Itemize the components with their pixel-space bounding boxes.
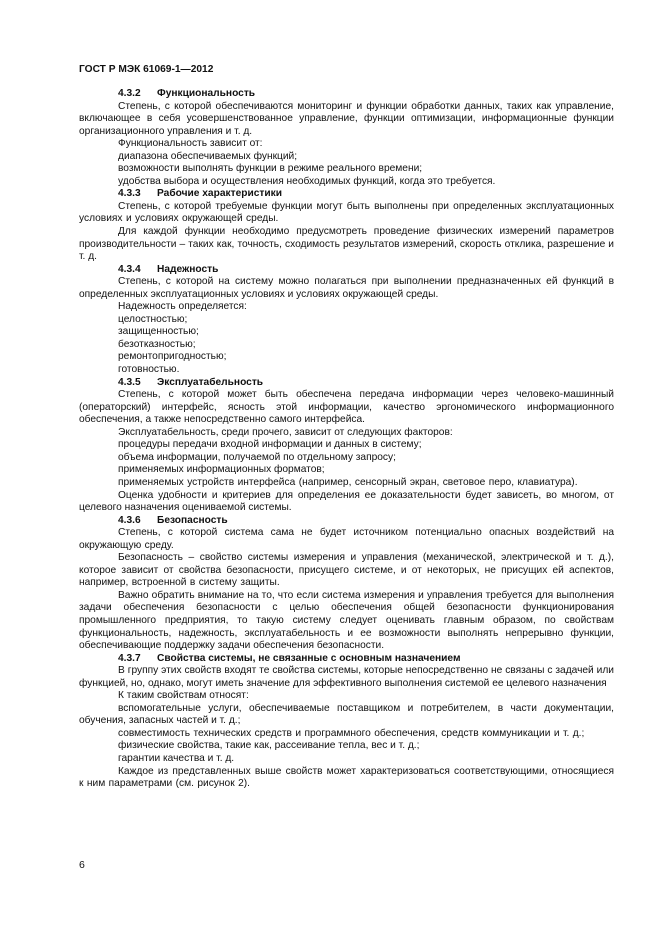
paragraph: Безопасность – свойство системы измерения и управления (механической, электрической и т. д.), которое зависит от свойства безопасности, присущего системе, и от некоторых, не присущих ей аспектов, например, встроенной в систему защиты. bbox=[79, 552, 614, 589]
paragraph: Степень, с которой на систему можно полагаться при выполнении предназначенных ей функций в определенных эксплуатационных условиях и условиях окружающей среды. bbox=[79, 276, 614, 300]
list-item: вспомогательные услуги, обеспечиваемые поставщиком и потребителем, в части документации, обучения, запасных частей и т. д.; bbox=[79, 702, 614, 727]
paragraph: К таким свойствам относят: bbox=[118, 690, 249, 702]
paragraph: Каждое из представленных выше свойств может характеризоваться соответствующими, относящиеся к ним параметрами (см. рисунок 2). bbox=[79, 765, 614, 790]
paragraph: Степень, с которой требуемые функции могут быть выполнены при определенных эксплуатационных условиях и условиях окружающей среды. bbox=[79, 200, 614, 225]
paragraph: Степень, с которой обеспечиваются мониторинг и функции обработки данных, таких как управление, включающее в себя усовершенствованное управление, функции оптимизации, информационные функции организационного управления и т. д. bbox=[79, 100, 614, 137]
page-number: 6 bbox=[79, 859, 85, 871]
section-number: 4.3.4 bbox=[118, 263, 141, 275]
section-number: 4.3.2 bbox=[118, 88, 141, 99]
section-heading bbox=[79, 653, 614, 666]
section-title: Функциональность bbox=[157, 88, 256, 99]
list-item: объема информации, получаемой по отдельному запросу; bbox=[118, 451, 396, 463]
section-number: 4.3.6 bbox=[118, 514, 141, 526]
paragraph: В группу этих свойств входят те свойства системы, которые непосредственно не связаны с задачей или функцией, но, однако, могут иметь значение для эффективного выполнения системой ее целевого назначения bbox=[79, 665, 614, 689]
paragraph: Степень, с которой система сама не будет источником потенциально опасных воздействий на окружающую среду. bbox=[79, 527, 614, 551]
list-item: диапазона обеспечиваемых функций; bbox=[118, 150, 298, 162]
section-title: Надежность bbox=[157, 263, 219, 275]
list-item: применяемых устройств интерфейса (например, сенсорный экран, световое перо, клавиатура). bbox=[118, 476, 578, 488]
list-item: ремонтопригодностью; bbox=[118, 351, 227, 363]
section-title: Эксплуатабельность bbox=[157, 376, 264, 388]
section-number: 4.3.3 bbox=[118, 188, 141, 200]
list-item: гарантии качества и т. д. bbox=[118, 752, 235, 764]
paragraph: Для каждой функции необходимо предусмотреть проведение физических измерений параметров производительности – таких как, точность, сходимость результатов измерений, скорость отклика, разрешение и т. д. bbox=[79, 226, 614, 263]
list-item: целостностью; bbox=[118, 313, 188, 325]
section-title: Свойства системы, не связанные с основным назначением bbox=[157, 652, 461, 664]
document-body bbox=[79, 88, 614, 791]
section-heading bbox=[79, 264, 614, 277]
section-number: 4.3.7 bbox=[118, 652, 141, 664]
list-item: применяемых информационных форматов; bbox=[118, 464, 325, 476]
paragraph: Важно обратить внимание на то, что если система измерения и управления требуется для выполнения задачи обеспечения безопасности с целью обеспечения общей безопасности функционирования промышленного предприятия, то такую систему следует оценивать главным образом, по свойствам функциональность, надежность, эксплуатабельность и ее возможности выполнять непрерывно функции, обеспечивающие поддержку задачи обеспечения безопасности. bbox=[79, 589, 614, 652]
paragraph: Функциональность зависит от: bbox=[118, 138, 263, 150]
list-item: удобства выбора и осуществления необходимых функций, когда это требуется. bbox=[118, 175, 496, 187]
section-heading bbox=[79, 88, 614, 101]
paragraph: Степень, с которой может быть обеспечена передача информации через человеко-машинный (операторский) интерфейс, ясность этой информации, качество эргономического информационного обеспечения, а также непосредственно самого интерфейса. bbox=[79, 389, 614, 426]
paragraph: Эксплуатабельность, среди прочего, зависит от следующих факторов: bbox=[118, 426, 453, 438]
list-item: готовностью. bbox=[118, 364, 180, 376]
list-item: безотказностью; bbox=[118, 338, 196, 350]
paragraph: Надежность определяется: bbox=[118, 301, 247, 313]
section-number: 4.3.5 bbox=[118, 376, 141, 388]
section-heading bbox=[79, 377, 614, 390]
list-item: физические свойства, такие как, рассеивание тепла, вес и т. д.; bbox=[118, 740, 420, 752]
section-heading bbox=[79, 188, 614, 201]
section-title: Рабочие характеристики bbox=[157, 188, 283, 200]
document-header: ГОСТ Р МЭК 61069-1—2012 bbox=[79, 64, 214, 75]
section-title: Безопасность bbox=[157, 514, 228, 526]
section-heading bbox=[79, 515, 614, 528]
list-item: защищенностью; bbox=[118, 326, 199, 338]
paragraph: Оценка удобности и критериев для определения ее доказательности будет зависеть, во многом, от целевого назначения оцениваемой системы. bbox=[79, 489, 614, 514]
list-item: возможности выполнять функции в режиме реального времени; bbox=[118, 163, 423, 175]
list-item: процедуры передачи входной информации и данных в систему; bbox=[118, 439, 422, 451]
list-item: совместимость технических средств и программного обеспечения, средств коммуникации и т. д.; bbox=[118, 727, 585, 739]
